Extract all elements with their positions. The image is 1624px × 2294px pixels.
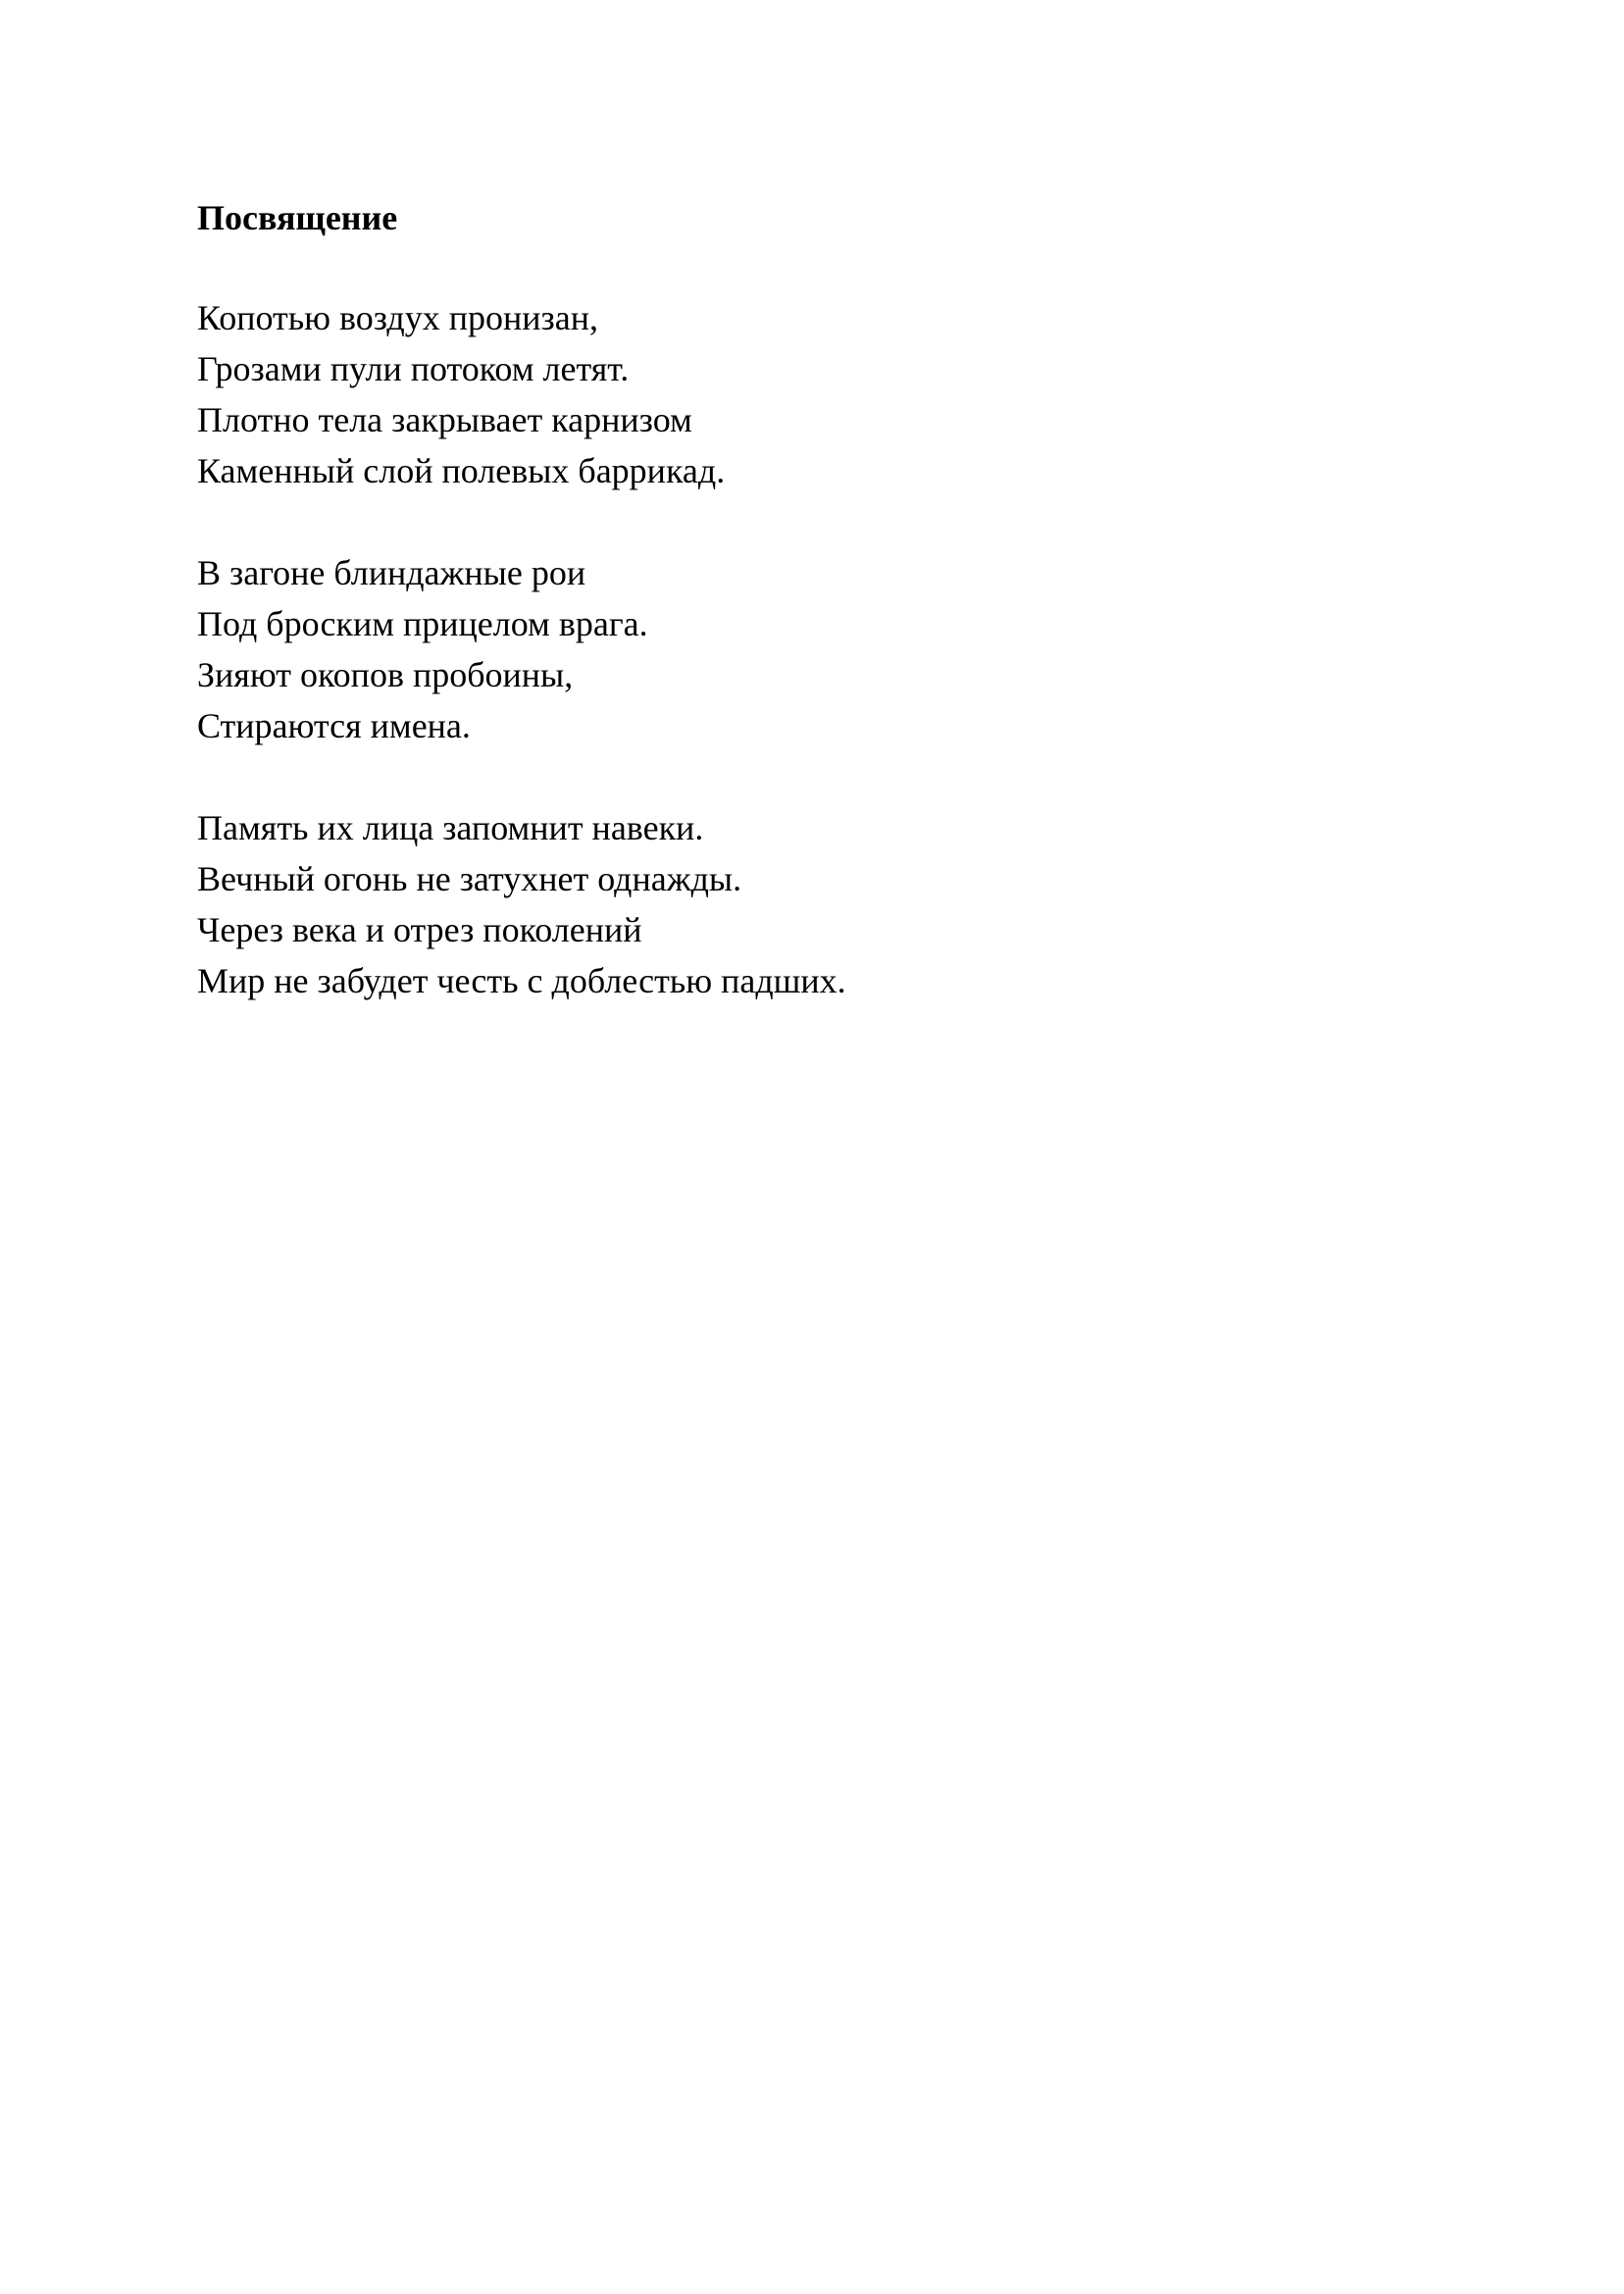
poem-line: Каменный слой полевых баррикад. [197,451,726,490]
poem-line: Вечный огонь не затухнет однажды. [197,859,742,898]
poem-line: Стираются имена. [197,706,471,745]
stanza-1 [197,292,1423,496]
poem-line: Память их лица запомнит навеки. [197,808,704,847]
poem-line: В загоне блиндажные рои [197,553,586,592]
poem-line: Под броским прицелом врага. [197,604,648,643]
poem-line: Плотно тела закрывает карнизом [197,400,692,439]
poem [197,192,1423,1057]
stanza-2 [197,547,1423,751]
stanza-3 [197,802,1423,1006]
poem-line: Мир не забудет честь с доблестью падших. [197,961,846,1000]
poem-line: Копотью воздух пронизан, [197,298,598,337]
poem-line: Через века и отрез поколений [197,910,642,949]
poem-title: Посвящение [197,198,398,237]
poem-line: Грозами пули потоком летят. [197,349,630,388]
poem-line: Зияют окопов пробоины, [197,655,574,694]
